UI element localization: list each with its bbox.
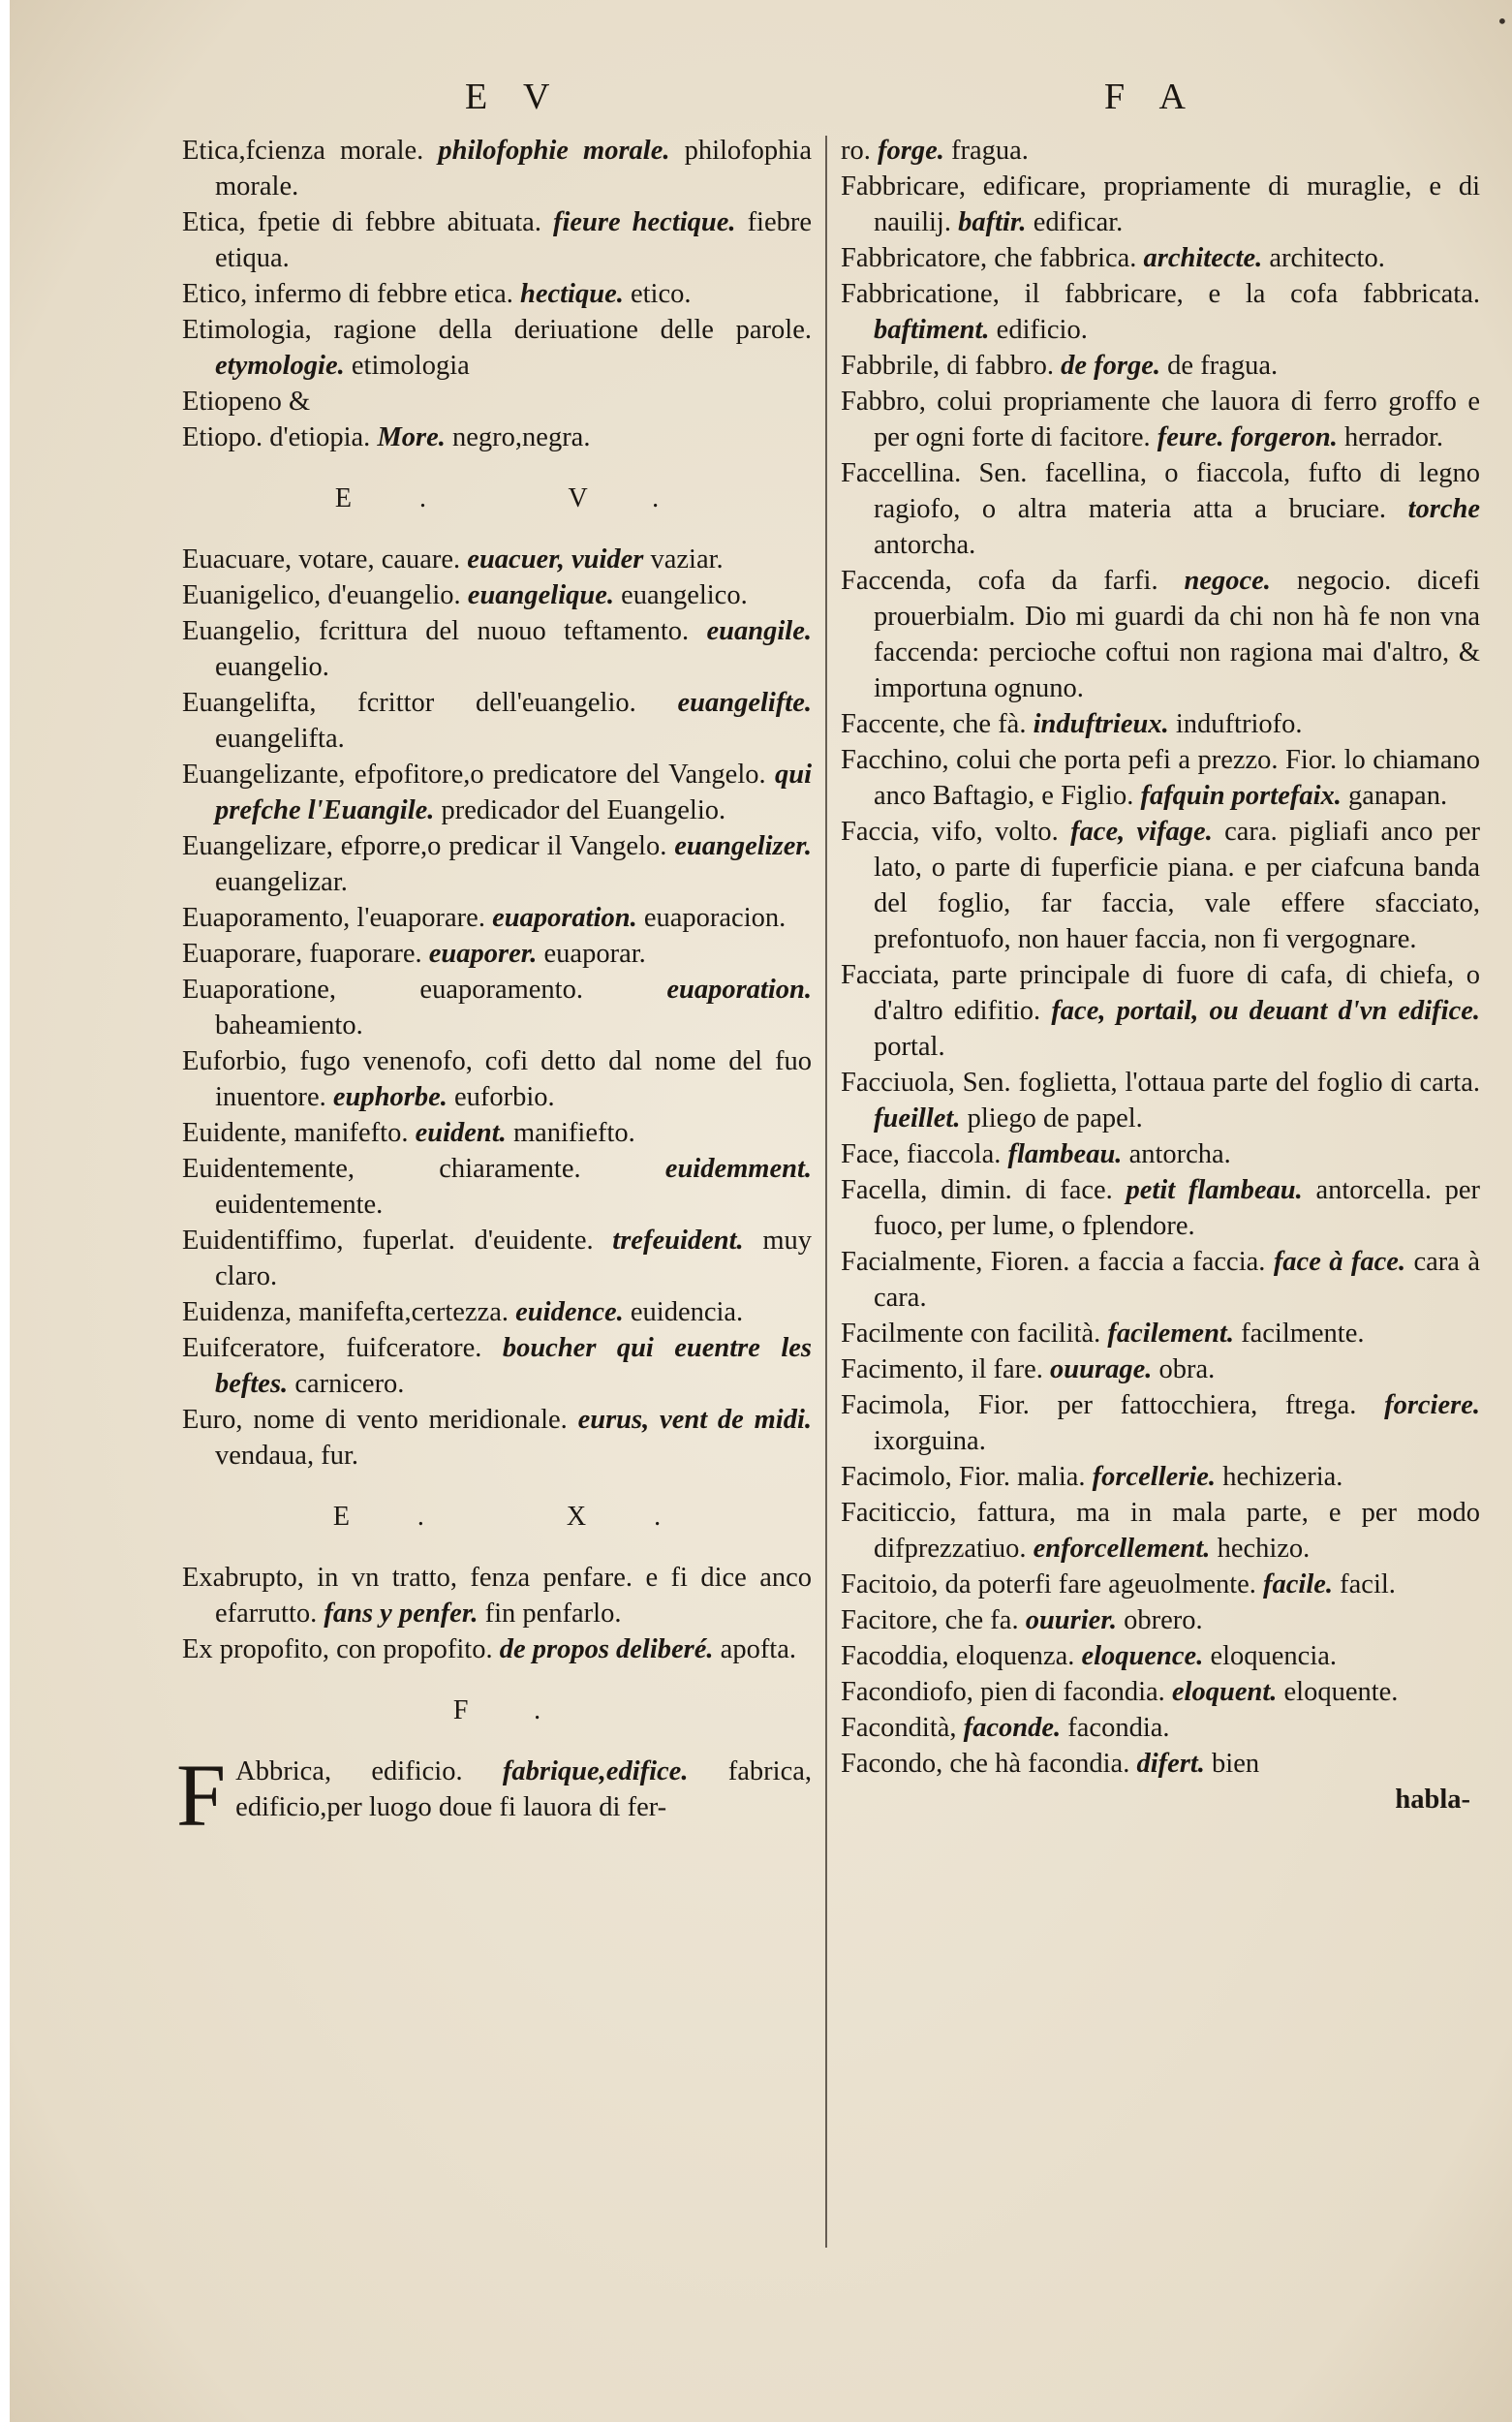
entry-spanish: negro,negra. — [452, 422, 591, 452]
entry-lemma: Facchino, colui che porta pefi a prezzo. Fior. lo chiamano anco Baftagio, e Figlio. — [841, 745, 1480, 811]
entry-spanish: portal. — [874, 1032, 945, 1062]
entry-spanish: de fragua. — [1167, 351, 1279, 381]
entry-spanish: euidentemente. — [215, 1190, 384, 1220]
entry-lemma: Fabbricare, edificare, propriamente di muraglie, e di nauilij. — [841, 171, 1480, 237]
entry-lemma: Fabbrile, di fabbro. — [841, 351, 1055, 381]
entry-french: architecte. — [1143, 243, 1263, 273]
corner-mark: • — [1497, 10, 1508, 33]
entry-lemma: Facitore, che fa. — [841, 1605, 1019, 1635]
entry-spanish: manifiefto. — [512, 1118, 635, 1148]
entry-lemma: Euro, nome di vento meridionale. — [182, 1405, 568, 1435]
entry-french: torche — [1407, 494, 1480, 524]
entry-lemma: Etica,fcienza morale. — [182, 136, 424, 166]
entry-lemma: Euanigelico, d'euangelio. — [182, 580, 461, 610]
entry-spanish: fin penfarlo. — [484, 1599, 622, 1629]
entry-spanish: etimologia — [351, 351, 470, 381]
dictionary-entry — [841, 1351, 1480, 1387]
entry-spanish: antorcha. — [1128, 1139, 1231, 1169]
entries-x — [182, 1560, 812, 1667]
dictionary-entry — [182, 1115, 812, 1151]
dictionary-entry — [182, 542, 812, 577]
dictionary-entry — [841, 384, 1480, 455]
dictionary-entry — [182, 1294, 812, 1330]
entry-spanish: euangelifta. — [215, 724, 345, 754]
entry-spanish: hechizeria. — [1222, 1462, 1343, 1492]
dictionary-entry — [841, 1172, 1480, 1244]
entry-lemma: Facilmente con facilità. — [841, 1319, 1101, 1349]
entry-spanish: predicador del Euangelio. — [441, 795, 726, 825]
entry-french: philofophie morale. — [438, 136, 670, 166]
dictionary-entry — [841, 957, 1480, 1065]
entry-lemma: Fabbricatione, il fabbricare, e la cofa fabbricata. — [841, 279, 1480, 309]
dictionary-entry — [182, 1223, 812, 1294]
entry-spanish: euidencia. — [630, 1297, 744, 1327]
dictionary-entry — [182, 1631, 812, 1667]
dictionary-entry — [841, 1710, 1480, 1746]
entry-french: euident. — [415, 1118, 507, 1148]
entry-lemma: Etico, infermo di febbre etica. — [182, 279, 513, 309]
entry-french: negoce. — [1184, 566, 1271, 596]
entry-french: euaporation. — [666, 975, 812, 1005]
entry-lemma: Euaporatione, euaporamento. — [182, 975, 583, 1005]
entry-lemma: Etimologia, ragione della deriuatione delle parole. — [182, 315, 812, 345]
entry-spanish: apofta. — [720, 1634, 797, 1664]
dictionary-entry — [182, 276, 812, 312]
entry-lemma: Facimola, Fior. per fattocchiera, ftrega. — [841, 1390, 1357, 1420]
entry-lemma: Euforbio, fugo venenofo, cofi detto dal nome del fuo inuentore. — [182, 1046, 812, 1112]
entry-french: fueillet. — [874, 1103, 961, 1133]
entry-french: ouurier. — [1025, 1605, 1117, 1635]
entry-lemma: Euangelio, fcrittura del nuouo teftamento. — [182, 616, 690, 646]
entry-spanish: antorcha. — [874, 530, 976, 560]
entry-lemma: Facondiofo, pien di facondia. — [841, 1677, 1165, 1707]
entries-fa — [841, 169, 1480, 1782]
entry-lemma: Euangelifta, fcrittor dell'euangelio. — [182, 688, 636, 718]
entry-french: face, vifage. — [1070, 817, 1213, 847]
entry-french: faconde. — [963, 1713, 1062, 1743]
entry-french: de propos deliberé. — [499, 1634, 714, 1664]
entry-french: forge. — [878, 136, 944, 166]
entry-lemma: Euaporare, fuaporare. — [182, 939, 422, 969]
entry-spanish: facil. — [1340, 1569, 1396, 1599]
entry-lemma: Euacuare, votare, cauare. — [182, 544, 461, 574]
entry-lemma: Facimolo, Fior. malia. — [841, 1462, 1086, 1492]
dictionary-entry — [841, 1674, 1480, 1710]
entry-spanish: antorcella. per fuoco, per lume, o fplendore. — [874, 1175, 1481, 1241]
entry-lemma: Faccenda, cofa da farfi. — [841, 566, 1158, 596]
section-heading-ex: E. X. — [332, 1502, 729, 1532]
section-heading-ev: E. V. — [334, 483, 727, 513]
entry-spanish: edificio. — [996, 315, 1088, 345]
dictionary-entry — [182, 828, 812, 900]
entry-spanish: eloquente. — [1283, 1677, 1399, 1707]
dictionary-entry — [182, 577, 812, 613]
dictionary-entry — [182, 1560, 812, 1631]
entry-french: boucher qui euentre les beftes. — [215, 1333, 812, 1399]
entry-spanish: eloquencia. — [1210, 1641, 1338, 1671]
entry-french: euidemment. — [664, 1154, 812, 1184]
entry-spanish: hechizo. — [1217, 1534, 1311, 1564]
entry-lemma: Euidente, manifefto. — [182, 1118, 409, 1148]
dictionary-entry — [182, 312, 812, 384]
entry-french: baftir. — [958, 207, 1027, 237]
entry-lemma: Fabbricatore, che fabbrica. — [841, 243, 1137, 273]
dictionary-entry — [841, 1746, 1480, 1782]
dictionary-entry — [182, 757, 812, 828]
section-heading-f: F. — [452, 1695, 609, 1725]
entry-french: ouurage. — [1050, 1354, 1153, 1384]
entry-spanish: obrero. — [1124, 1605, 1203, 1635]
entry-french: eloquent. — [1171, 1677, 1278, 1707]
entry-spanish: pliego de papel. — [967, 1103, 1143, 1133]
entry-spanish: etico. — [630, 279, 692, 309]
entry-french: euphorbe. — [332, 1082, 447, 1112]
dictionary-page — [10, 0, 1512, 2422]
entry-spanish: ganapan. — [1348, 781, 1448, 811]
entry-french: etymologie. — [215, 351, 345, 381]
entry-lemma: Facciata, parte principale di fuore di cafa, di chiefa, o d'altro edifitio. — [841, 960, 1480, 1026]
dictionary-entry — [841, 169, 1480, 240]
entry-french: euangelizer. — [674, 831, 812, 861]
entry-spanish: fragua. — [950, 136, 1029, 166]
entry-french: eloquence. — [1081, 1641, 1204, 1671]
dictionary-entry — [182, 1330, 812, 1402]
entry-spanish: architecto. — [1269, 243, 1385, 273]
dictionary-entry — [841, 348, 1480, 384]
entry-lemma: Face, fiaccola. — [841, 1139, 1002, 1169]
entry-french: euacuer, vuider — [467, 544, 644, 574]
dictionary-entry — [182, 613, 812, 685]
entry-french: baftiment. — [874, 315, 990, 345]
entry-spanish: bien — [1212, 1749, 1260, 1779]
dictionary-entry — [182, 419, 812, 455]
entry-spanish: fabrica, edificio,per luogo doue fi lauora di fer- — [235, 1756, 813, 1822]
entry-lemma: Faciticcio, fattura, ma in mala parte, e per modo difprezzatiuo. — [841, 1498, 1480, 1564]
entry-spanish: fiebre etiqua. — [215, 207, 813, 273]
entry-spanish: obra. — [1158, 1354, 1216, 1384]
entry-lemma: Euidenza, manifefta,certezza. — [182, 1297, 509, 1327]
dictionary-entry — [841, 240, 1480, 276]
header-right: F A — [1104, 77, 1199, 117]
entry-french: petit flambeau. — [1126, 1175, 1303, 1205]
entry-spanish: facondia. — [1067, 1713, 1170, 1743]
entry-french: facile. — [1263, 1569, 1334, 1599]
entry-lemma: Facialmente, Fioren. a faccia a faccia. — [841, 1247, 1266, 1277]
entry-lemma: Euidentiffimo, fuperlat. d'euidente. — [182, 1226, 594, 1256]
dictionary-entry — [841, 1136, 1480, 1172]
entry-lemma: Faccente, che fà. — [841, 709, 1027, 739]
entry-french: forciere. — [1384, 1390, 1480, 1420]
entry-french: euaporation. — [492, 903, 637, 933]
entry-french: de forge. — [1061, 351, 1161, 381]
entry-spanish: induftriofo. — [1175, 709, 1303, 739]
entry-lemma: Facitoio, da poterfi fare ageuolmente. — [841, 1569, 1256, 1599]
entry-spanish: carnicero. — [294, 1369, 405, 1399]
entry-lemma: Ex propofito, con propofito. — [182, 1634, 493, 1664]
dictionary-entry — [841, 1495, 1480, 1567]
entry-lemma: Etiopo. d'etiopia. — [182, 422, 371, 452]
entry-lemma: Fabbro, colui propriamente che lauora di ferro groffo e per ogni forte di facitore. — [841, 387, 1480, 452]
dictionary-entry — [841, 814, 1480, 957]
entry-lemma: Abbrica, edificio. — [235, 1756, 463, 1786]
dictionary-entry-continuation — [841, 133, 1480, 169]
entry-french: flambeau. — [1007, 1139, 1123, 1169]
dictionary-entry — [182, 133, 812, 204]
entry-lemma: Etica, fpetie di febbre abituata. — [182, 207, 541, 237]
entry-french: euangelique. — [467, 580, 615, 610]
entry-spanish: euangelizar. — [215, 867, 348, 897]
entry-french: euaporer. — [428, 939, 538, 969]
entry-french: hectique. — [519, 279, 624, 309]
dictionary-entry — [841, 1602, 1480, 1638]
catchword: habla- — [1395, 1785, 1470, 1815]
entry-spanish: euaporar. — [543, 939, 646, 969]
entry-french: fabrique,edifice. — [502, 1756, 689, 1786]
dictionary-entry — [841, 1316, 1480, 1351]
entry-spanish: euforbio. — [453, 1082, 555, 1112]
dictionary-entry — [841, 563, 1480, 706]
dictionary-entry — [841, 1387, 1480, 1459]
entry-lemma: Faccia, vifo, volto. — [841, 817, 1059, 847]
drop-cap-letter: F — [176, 1746, 227, 1845]
right-column — [841, 133, 1480, 1817]
dictionary-entry — [182, 972, 812, 1043]
dictionary-entry — [182, 1151, 812, 1223]
dictionary-entry — [841, 1065, 1480, 1136]
entry-lemma: Facondo, che hà facondia. — [841, 1749, 1130, 1779]
entry-spanish: herrador. — [1343, 422, 1444, 452]
entry-spanish: vendaua, fur. — [215, 1441, 358, 1471]
entry-french: fans y penfer. — [324, 1599, 478, 1629]
entry-lemma: Facondità, — [841, 1713, 957, 1743]
entry-spanish: euangelio. — [215, 652, 329, 682]
entry-french: More. — [377, 422, 446, 452]
dictionary-entry — [841, 1567, 1480, 1602]
entry-lemma: Facciuola, Sen. foglietta, l'ottaua parte del foglio di carta. — [841, 1068, 1480, 1098]
entry-lemma: Euidentemente, chiaramente. — [182, 1154, 581, 1184]
entry-spanish: edificar. — [1033, 207, 1124, 237]
entry-spanish: cara. pigliafi anco per lato, o parte di fuperficie piana. e per ciafcuna banda del foglio, far faccia, vale effere sfacciato, prefontuofo, non hauer faccia, non fi vergognare. — [874, 817, 1481, 954]
dictionary-entry — [841, 276, 1480, 348]
dictionary-entry — [182, 1043, 812, 1115]
entry-spanish: vaziar. — [650, 544, 724, 574]
entry-french: feure. forgeron. — [1157, 422, 1338, 452]
dictionary-entry — [841, 742, 1480, 814]
entry-lemma: Facimento, il fare. — [841, 1354, 1043, 1384]
dictionary-entry — [182, 900, 812, 936]
dictionary-entry — [841, 455, 1480, 563]
dictionary-entry — [182, 204, 812, 276]
entry-spanish: euaporacion. — [643, 903, 787, 933]
entries-ev — [182, 133, 812, 455]
entry-lemma: Euangelizante, efpofitore,o predicatore del Vangelo. — [182, 760, 766, 790]
entry-lemma: Etiopeno & — [182, 387, 311, 417]
entry-lemma: ro. — [841, 136, 871, 166]
dictionary-entry — [841, 1244, 1480, 1316]
dictionary-entry — [182, 685, 812, 757]
dictionary-entry — [841, 1638, 1480, 1674]
dictionary-entry — [182, 936, 812, 972]
entry-french: difert. — [1136, 1749, 1205, 1779]
dictionary-entry — [182, 1402, 812, 1474]
column-divider — [825, 136, 827, 2248]
dictionary-entry — [182, 384, 812, 419]
left-column — [176, 133, 813, 1845]
entry-french: induftrieux. — [1033, 709, 1169, 739]
entry-french: forcellerie. — [1092, 1462, 1217, 1492]
entry-french: euidence. — [515, 1297, 624, 1327]
entry-french: trefeuident. — [612, 1226, 744, 1256]
dictionary-entry — [841, 706, 1480, 742]
entry-lemma: Faccellina. Sen. facellina, o fiaccola, fufto di legno ragiofo, o altra materia atta a bruciare. — [841, 458, 1480, 524]
header-left: E V — [465, 77, 564, 117]
entry-spanish: negocio. dicefi prouerbialm. Dio mi guardi da chi non hà fe non vna faccenda: percioche coftui non ragiona mai d'altro, & importuna ognuno. — [874, 566, 1480, 703]
entry-french: euangelifte. — [677, 688, 813, 718]
entry-spanish: baheamiento. — [215, 1010, 363, 1040]
entry-french: qui prefche l'Euangile. — [215, 760, 812, 825]
entry-french: face, portail, ou deuant d'vn edifice. — [1051, 996, 1481, 1026]
entry-french: face à face. — [1273, 1247, 1406, 1277]
dictionary-entry — [841, 1459, 1480, 1495]
entry-french: enforcellement. — [1033, 1534, 1211, 1564]
entry-lemma: Facella, dimin. di face. — [841, 1175, 1113, 1205]
entry-spanish: cara à cara. — [874, 1247, 1480, 1313]
entry-lemma: Exabrupto, in vn tratto, fenza penfare. e fi dice anco efarrutto. — [182, 1563, 812, 1629]
entry-lemma: Euaporamento, l'euaporare. — [182, 903, 485, 933]
entry-spanish: facilmente. — [1241, 1319, 1365, 1349]
entry-spanish: muy claro. — [215, 1226, 813, 1291]
entry-french: fieure hectique. — [552, 207, 736, 237]
entry-french: facilement. — [1107, 1319, 1234, 1349]
entry-spanish: philofophia morale. — [215, 136, 812, 202]
dictionary-entry-fabbrica — [176, 1746, 813, 1845]
entry-lemma: Euifceratore, fuifceratore. — [182, 1333, 482, 1363]
entry-spanish: euangelico. — [621, 580, 748, 610]
entry-french: fafquin portefaix. — [1140, 781, 1342, 811]
entry-spanish: ixorguina. — [874, 1426, 986, 1456]
entries-v — [182, 542, 812, 1474]
entry-french: eurus, vent de midi. — [577, 1405, 813, 1435]
entry-french: euangile. — [706, 616, 812, 646]
entry-lemma: Facoddia, eloquenza. — [841, 1641, 1075, 1671]
entry-lemma: Euangelizare, efporre,o predicar il Vangelo. — [182, 831, 667, 861]
